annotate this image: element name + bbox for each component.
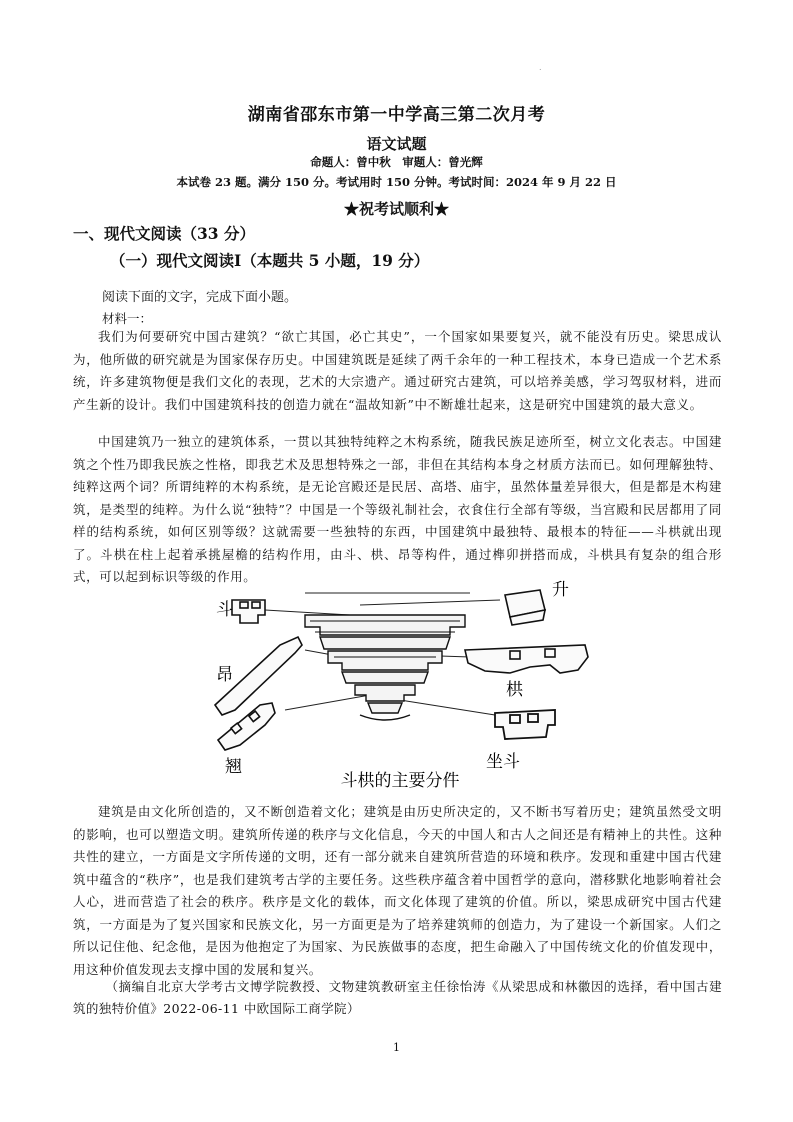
- label-gong: 栱: [506, 680, 523, 700]
- zuodou-part-icon: [495, 710, 555, 739]
- bracket-assembly-icon: [305, 615, 465, 720]
- label-qiao: 翘: [225, 757, 242, 777]
- gong-part-icon: [465, 645, 588, 673]
- paragraph-3: 建筑是由文化所创造的，又不断创造着文化；建筑是由历史所决定的，又不断书写着历史；建筑虽然受文明的影响，也可以塑造文明。建筑所传递的秩序与文化信息，今天的中国人和古人之间还是有精神上的共性。这种共性的建立，一方面是文字所传递的文明，还有一部分就来自建筑所营造的环境和秩序。发现和重建中国古代建筑中蕴含的“秩序”，也是我们建筑考古学的主要任务。这些秩序蕴含着中国哲学的意向，潜移默化地影响着社会人心，进而营造了社会的秩序。秩序是文化的载体，而文化体现了建筑的价值。所以，梁思成研究中国古代建筑，一方面是为了复兴国家和民族文化，另一方面更是为了培养建筑师的创造力，为了建设一个新国家。人们之所以记住他、纪念他，是因为他抱定了为国家、为民族做事的态度，把生命融入了中国传统文化的价值发现中，用这种价值发现去支撑中国的发展和复兴。: [73, 804, 722, 977]
- document-subtitle: 语文试题: [366, 135, 427, 153]
- document-title: 湖南省邵东市第一中学高三第二次月考: [247, 105, 546, 125]
- label-dou: 斗: [216, 600, 233, 620]
- label-zuodou: 坐斗: [486, 752, 520, 772]
- exam-info-line: 本试卷 23 题。满分 150 分。考试用时 150 分钟。考试时间：2024 年 9 月 22 日: [176, 175, 617, 189]
- sheng-part-icon: [505, 590, 545, 625]
- section-heading: 一、现代文阅读（33 分）: [73, 224, 255, 243]
- instruction-text: 阅读下面的文字，完成下面小题。: [102, 290, 298, 305]
- label-ang: 昂: [216, 665, 233, 685]
- good-luck-line: ★祝考试顺利★: [343, 200, 449, 218]
- paragraph-1: 我们为何要研究中国古建筑？“欲亡其国，必亡其史”，一个国家如果要复兴，就不能没有历史。梁思成认为，他所做的研究就是为国家保存历史。中国建筑既是延续了两千余年的一种工程技术，本身已造成一个艺术系统，许多建筑物便是我们文化的表现，艺术的大宗遗产。通过研究古建筑，可以培养美感，学习驾驭材料，进而产生新的设计。我们中国建筑科技的创造力就在“温故知新”中不断雄壮起来，这是研究中国建筑的最大意义。: [73, 329, 722, 412]
- source-citation: （摘编自北京大学考古文博学院教授、文物建筑教研室主任徐怡涛《从梁思成和林徽因的选择，看中国古建筑的独特价值》2022-06-11 中欧国际工商学院）: [73, 979, 722, 1016]
- authors-line: 命题人：曾中秋 审题人：曾光辉: [310, 155, 483, 169]
- figure-caption: 斗栱的主要分件: [340, 771, 460, 791]
- dougong-figure: [210, 575, 590, 795]
- page-number: 1: [393, 1041, 400, 1054]
- dou-part-icon: [232, 600, 265, 623]
- subsection-heading: （一）现代文阅读Ⅰ（本题共 5 小题，19 分）: [110, 251, 430, 270]
- material-label: 材料一：: [102, 311, 153, 326]
- paragraph-2: 中国建筑乃一独立的建筑体系，一贯以其独特纯粹之木构系统，随我民族足迹所至，树立文化表志。中国建筑之个性乃即我民族之性格，即我艺术及思想特殊之一部，非但在其结构本身之材质方法而已。如何理解独特、纯粹这两个词？所谓纯粹的木构系统，是无论宫殿还是民居、高塔、庙宇，虽然体量差异很大，但是都是木构建筑，是类型的纯粹。为什么说“独特”？中国是一个等级礼制社会，衣食住行全部有等级，当宫殿和民居都用了同样的结构系统，如何区别等级？这就需要一些独特的东西，中国建筑中最独特、最根本的特征——斗栱就出现了。斗栱在柱上起着承挑屋檐的结构作用，由斗、栱、昂等构件，通过榫卯拼搭而成，斗栱具有复杂的组合形式，可以起到标识等级的作用。: [73, 434, 722, 584]
- label-sheng: 升: [552, 580, 569, 600]
- corner-mark: .: [539, 63, 542, 72]
